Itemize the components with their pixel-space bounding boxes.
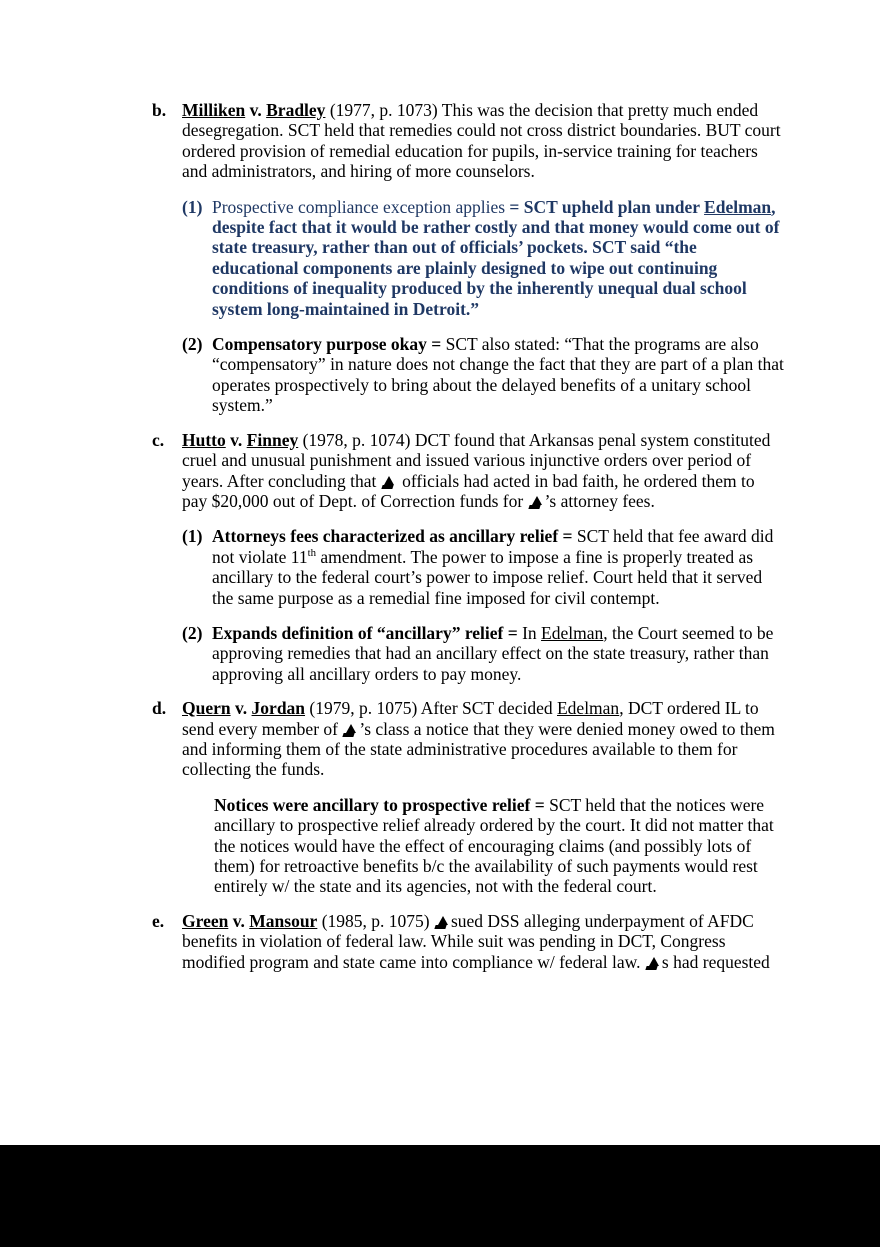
lead-b-2: Compensatory purpose okay: [212, 334, 427, 355]
body-c-part3: ’s attorney fees.: [544, 490, 655, 511]
paragraph-c: [182, 430, 784, 512]
case-name-edelman-c2: Edelman: [541, 622, 604, 643]
case-versus-e: v.: [228, 910, 250, 931]
list-item-c: [148, 430, 784, 684]
lead-c-2: Expands definition of “ancillary” relief: [212, 622, 504, 643]
list-marker-d: d.: [152, 698, 167, 719]
paragraph-b-1: [212, 197, 784, 319]
outline-content: [148, 100, 784, 985]
plaintiff-symbol-icon: [529, 496, 544, 509]
body-c-2-parta: In: [522, 622, 542, 643]
body-d-part1: After SCT decided: [420, 698, 557, 719]
sub-marker-c-1: (1): [182, 526, 203, 547]
list-item-b: [148, 100, 784, 416]
citation-b: (1977, p. 1073): [325, 100, 442, 120]
body-e-part1: sued DSS alleging underpayment of AFDC benefits in violation of federal law. While suit was pending in DCT, Congress modified program and state came into compliance w/ federal law.: [182, 910, 754, 972]
lead-c-1: Attorneys fees characterized as ancillary relief: [212, 526, 559, 547]
paragraph-b-2: [212, 334, 784, 416]
body-d-notices: SCT held that the notices were ancillary to prospective relief already ordered by the court. It did not matter that the notices would have the effect of encouraging claims (and possibly lots of them) for retroactive benefits b/c the availability of such payments would rest entirely w/ the state and its agencies, not with the federal court.: [214, 794, 774, 897]
body-b-1-part1: SCT upheld plan under: [523, 196, 705, 217]
paragraph-c-2: [212, 623, 784, 684]
citation-e: (1985, p. 1075): [317, 910, 434, 931]
case-name-quern: Quern: [182, 698, 231, 719]
paragraph-d-notices: [214, 795, 784, 897]
paragraph-e: [182, 911, 784, 972]
case-name-hutto: Hutto: [182, 429, 226, 450]
paragraph-d: [182, 698, 784, 780]
citation-d: (1979, p. 1075): [305, 698, 421, 719]
body-e-part2: s had requested: [661, 951, 770, 972]
case-versus-c: v.: [225, 429, 247, 450]
sub-marker-c-2: (2): [182, 622, 203, 643]
body-d-part3: ’s class a notice that they were denied money owed to them and informing them of the state administrative procedures available to them for collecting the funds.: [182, 718, 775, 780]
case-versus-b: v.: [245, 100, 267, 120]
equals-b-1: =: [505, 196, 524, 217]
body-d-part2: , DCT ordered IL to send every member of: [182, 698, 759, 739]
lead-b-1: Prospective compliance exception applies: [212, 196, 506, 217]
subitem-b-1: [182, 197, 784, 319]
case-name-bradley: Bradley: [266, 100, 326, 120]
page-bottom-black-bar: [0, 1145, 880, 1247]
list-marker-e: e.: [152, 910, 165, 931]
case-name-edelman-d: Edelman: [556, 698, 620, 719]
ordinal-suffix-th: th: [307, 546, 317, 559]
equals-d-notices: =: [530, 794, 550, 815]
citation-c: (1978, p. 1074): [298, 429, 415, 450]
list-item-d: [148, 698, 784, 897]
equals-c-1: =: [558, 526, 577, 547]
paragraph-c-1: [212, 526, 784, 608]
case-name-mansour: Mansour: [249, 910, 318, 931]
body-c-1-parta: SCT held that fee award did not violate 11: [212, 526, 774, 567]
sub-marker-b-2: (2): [182, 334, 203, 355]
subitem-c-1: [182, 526, 784, 608]
body-b-1-part2: , despite fact that it would be rather costly and that money would come out of state treasury, rather than out of officials’ pockets. SCT said “the educational components are plainly designed to wipe out continuing conditions of inequality produced by the inherently unequal dual school system long-maintained in Detroit.”: [212, 196, 780, 319]
plaintiff-symbol-icon: [343, 724, 358, 737]
equals-c-2: =: [503, 622, 523, 643]
case-name-finney: Finney: [246, 429, 299, 450]
case-versus-d: v.: [230, 698, 252, 719]
paragraph-b: [182, 100, 784, 182]
sub-marker-b-1: (1): [182, 196, 203, 217]
body-b-2: SCT also stated: “That the programs are also “compensatory” in nature does not change the fact that they are part of a plan that operates prospectively to bring about the delayed benefits of a unitary school system.”: [212, 334, 784, 416]
list-marker-c: c.: [152, 429, 165, 450]
list-item-e: [148, 911, 784, 972]
body-c-1-partb: amendment. The power to impose a fine is properly treated as ancillary to the federal court’s power to impose relief. Court held that it served the same purpose as a remedial fine imposed for civil contempt.: [212, 546, 763, 608]
body-c-part2: officials had acted in bad faith, he ordered them to pay $20,000 out of Dept. of Correction funds for: [182, 470, 755, 511]
body-b: This was the decision that pretty much ended desegregation. SCT held that remedies could not cross district boundaries. BUT court ordered provision of remedial education for pupils, in-service training for teachers and administrators, and hiring of more counselors.: [182, 100, 781, 182]
case-name-milliken: Milliken: [182, 100, 246, 120]
body-c-part1: DCT found that Arkansas penal system constituted cruel and unusual punishment and issued various injunctive orders over period of years. After concluding that: [182, 429, 771, 491]
body-c-2-partb: , the Court seemed to be approving remedies that had an ancillary effect on the state treasury, rather than approving all ancillary orders to pay money.: [212, 622, 774, 684]
plaintiff-symbol-icon: [435, 916, 450, 929]
equals-b-2: =: [426, 334, 446, 355]
subitem-d-notices: [182, 795, 784, 897]
subitem-b-2: [182, 334, 784, 416]
lead-d-notices: Notices were ancillary to prospective relief: [214, 794, 531, 815]
case-name-jordan: Jordan: [251, 698, 306, 719]
defendant-symbol-icon: [382, 476, 397, 489]
case-name-edelman-b1: Edelman: [704, 196, 772, 217]
case-name-green: Green: [182, 910, 229, 931]
plaintiff-symbol-icon: [646, 957, 661, 970]
list-marker-b: b.: [152, 100, 167, 120]
subitem-c-2: [182, 623, 784, 684]
